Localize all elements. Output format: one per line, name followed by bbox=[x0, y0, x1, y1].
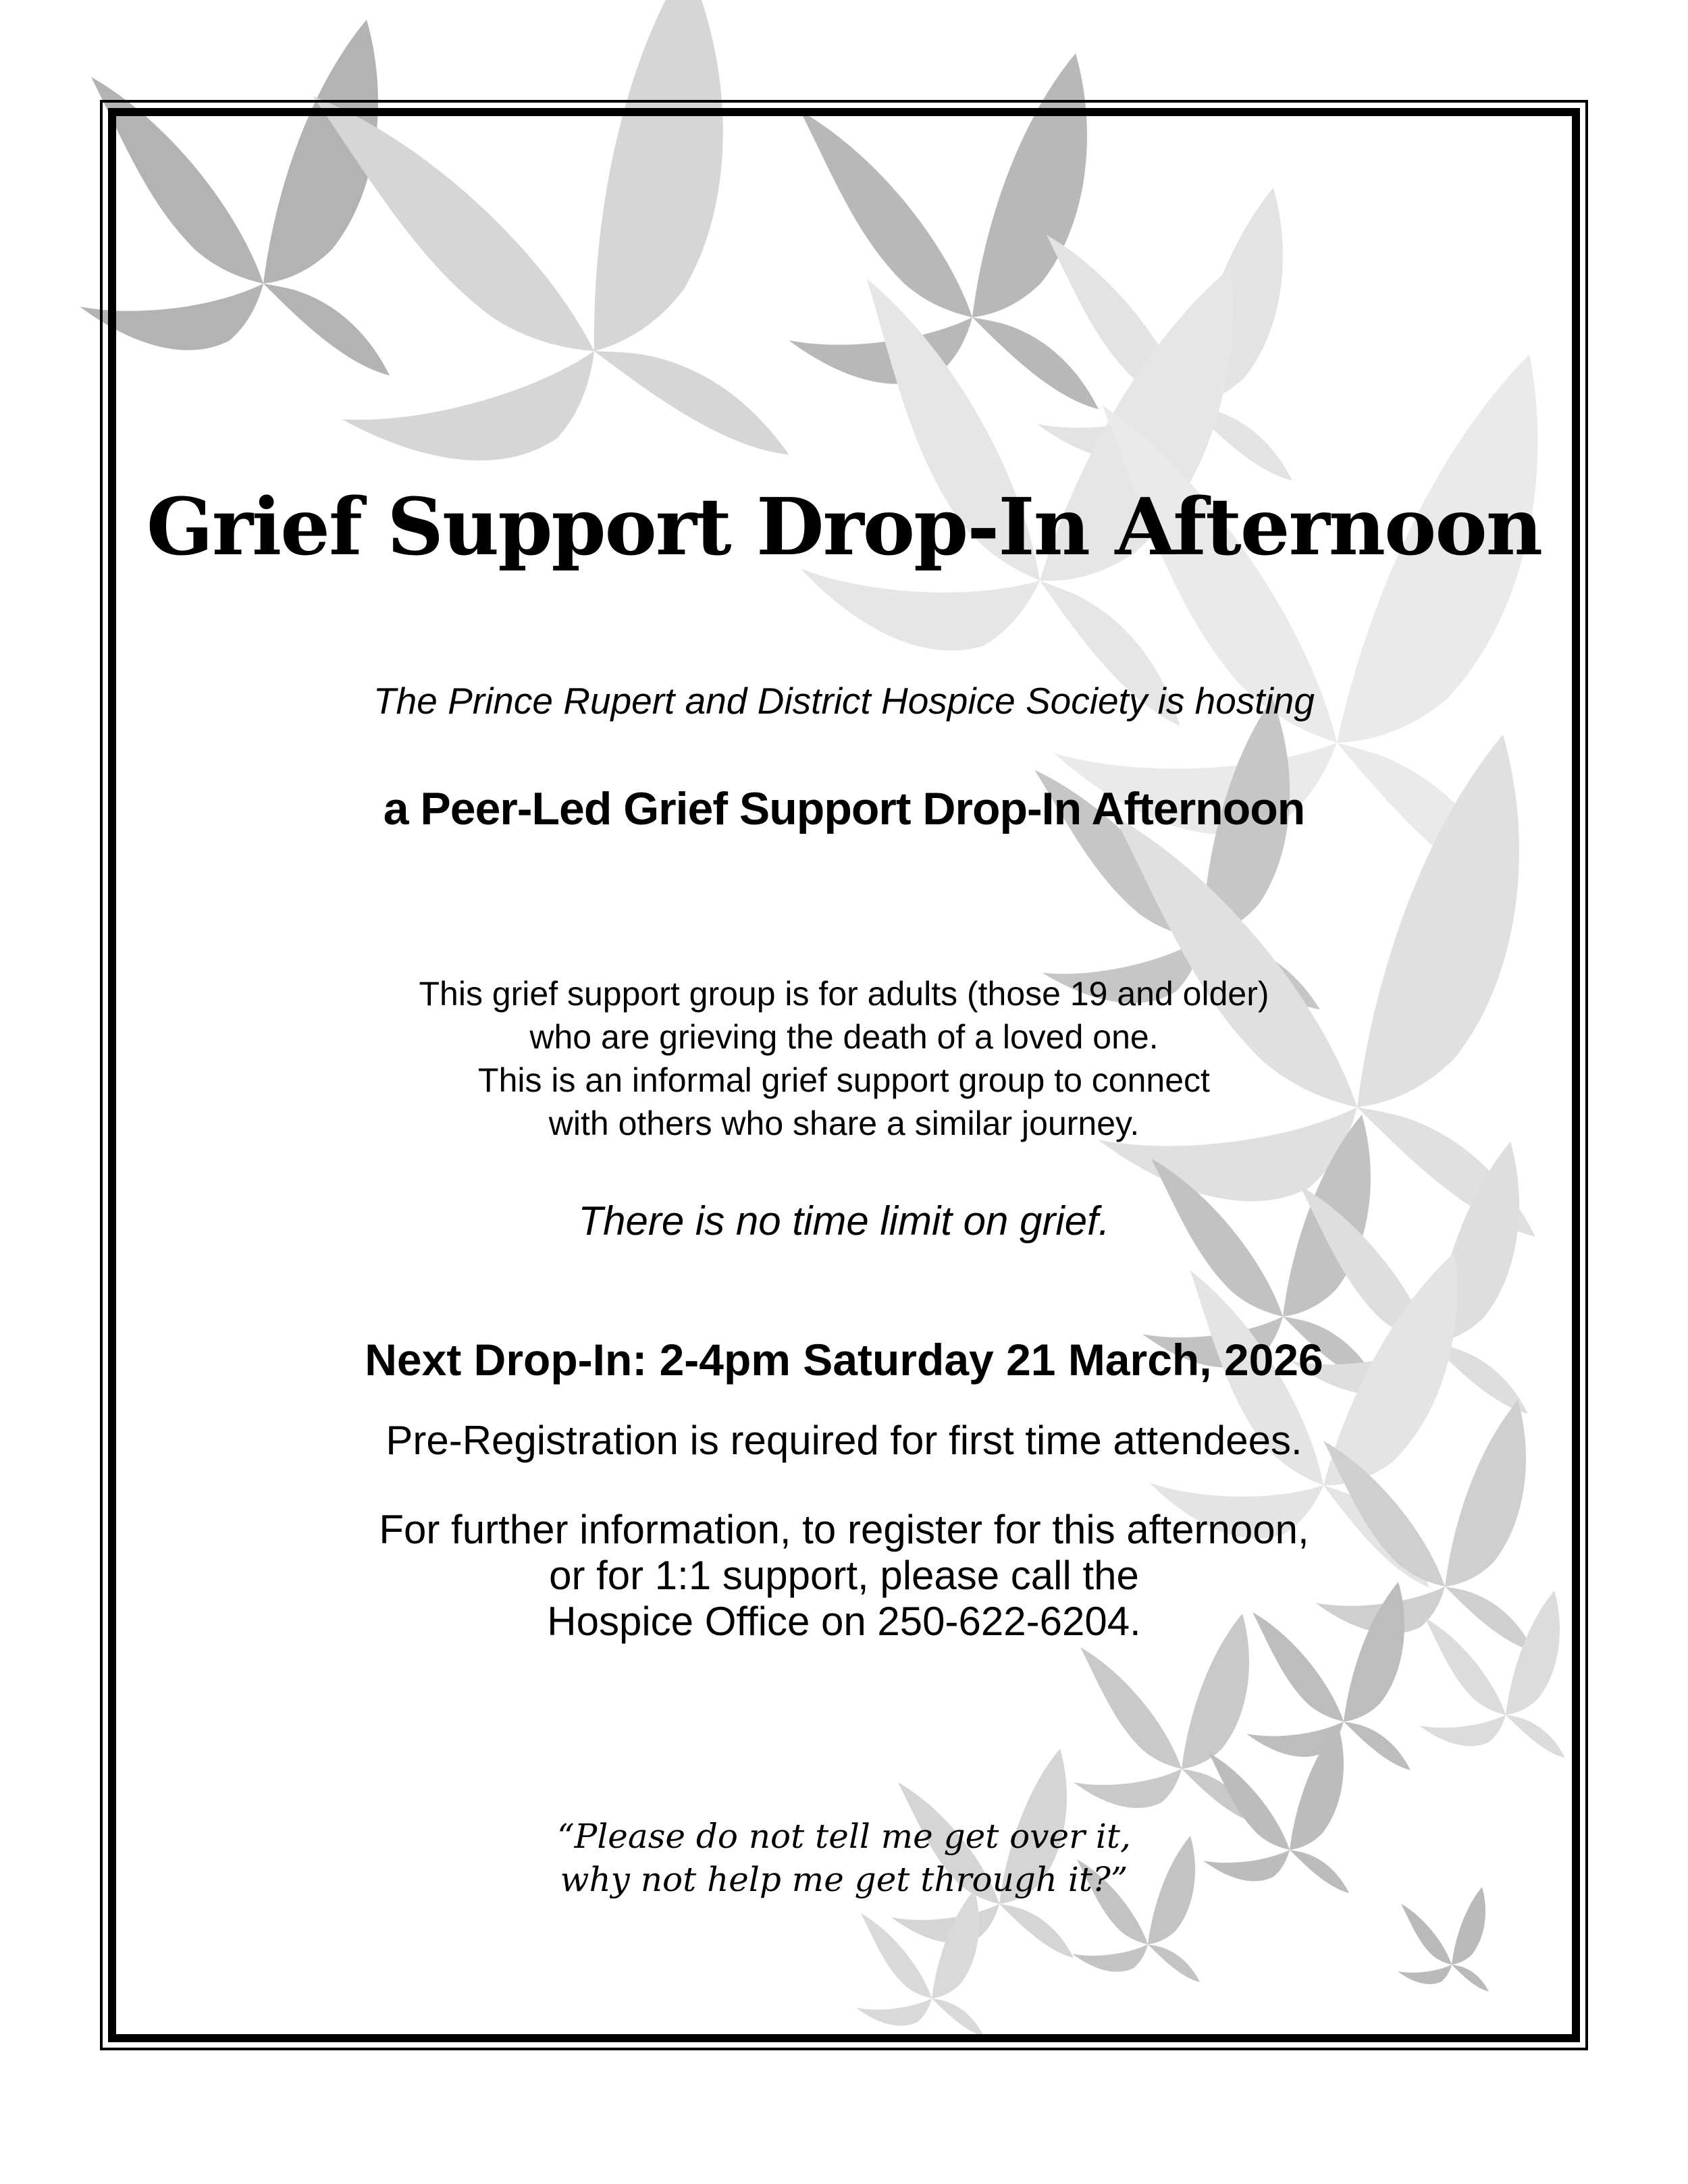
description-line: with others who share a similar journey. bbox=[548, 1104, 1140, 1142]
hosting-line: The Prince Rupert and District Hospice Society is hosting bbox=[373, 680, 1315, 722]
event-subtitle: a Peer-Led Grief Support Drop-In Afternoon bbox=[383, 783, 1305, 834]
contact-info bbox=[116, 1507, 1572, 1645]
tagline: There is no time limit on grief. bbox=[578, 1198, 1110, 1244]
description-line: This grief support group is for adults (those 19 and older) bbox=[419, 975, 1269, 1013]
next-drop-in: Next Drop-In: 2-4pm Saturday 21 March, 2026 bbox=[365, 1335, 1323, 1385]
quote-line: “Please do not tell me get over it, bbox=[557, 1817, 1131, 1856]
description-line: who are grieving the death of a loved one. bbox=[529, 1018, 1159, 1056]
description-line: This is an informal grief support group to connect bbox=[478, 1061, 1210, 1099]
flyer-title: Grief Support Drop-In Afternoon bbox=[146, 481, 1542, 573]
contact-line: Hospice Office on 250-622-6204. bbox=[547, 1599, 1141, 1644]
contact-line: For further information, to register for this afternoon, bbox=[379, 1507, 1309, 1552]
group-description bbox=[116, 972, 1572, 1145]
quote-line: why not help me get through it?” bbox=[560, 1860, 1128, 1899]
closing-quote bbox=[116, 1815, 1572, 1901]
pre-registration-note: Pre-Registration is required for first time attendees. bbox=[386, 1418, 1302, 1463]
contact-line: or for 1:1 support, please call the bbox=[549, 1553, 1139, 1598]
